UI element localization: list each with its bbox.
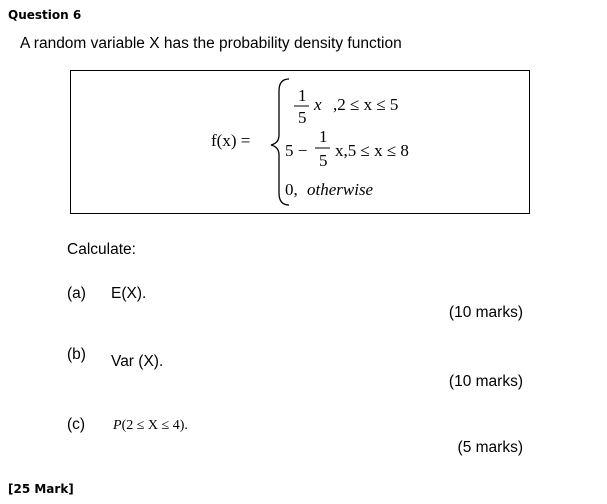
part-b-marks: (10 marks) — [448, 373, 523, 390]
question-title: Question 6 — [8, 8, 82, 22]
case1-variable: x — [314, 95, 322, 114]
case1-fraction-denominator: 5 — [298, 108, 307, 127]
total-marks: [25 Mark] — [8, 482, 74, 496]
part-b-label: (b) — [67, 346, 86, 363]
part-a-label: (a) — [67, 285, 86, 302]
case1-condition: ,2 ≤ x ≤ 5 — [333, 95, 399, 114]
part-a-marks: (10 marks) — [448, 304, 523, 321]
case2-tail: x,5 ≤ x ≤ 8 — [335, 141, 409, 160]
calculate-label: Calculate: — [67, 241, 136, 258]
part-c-marks: (5 marks) — [457, 439, 523, 456]
case1-fraction-numerator: 1 — [298, 86, 307, 105]
formula-lhs: f(x) = — [211, 131, 251, 150]
case3-value: 0, — [285, 180, 298, 199]
part-a-text: E(X). — [111, 285, 147, 302]
part-c-prob-body: (2 ≤ X ≤ 4). — [121, 418, 188, 433]
part-c-label: (c) — [67, 416, 86, 433]
case2-fraction-numerator: 1 — [319, 127, 328, 146]
pdf-formula — [71, 71, 531, 215]
part-c-math — [113, 418, 188, 434]
question-intro: A random variable X has the probability density function — [20, 35, 402, 52]
formula-box — [70, 70, 530, 214]
case3-otherwise: otherwise — [307, 180, 374, 199]
case2-prefix: 5 − — [285, 141, 308, 160]
part-c-prob-symbol: P — [113, 418, 122, 433]
part-b-text: Var (X). — [111, 353, 164, 370]
case2-fraction-denominator: 5 — [319, 151, 328, 170]
